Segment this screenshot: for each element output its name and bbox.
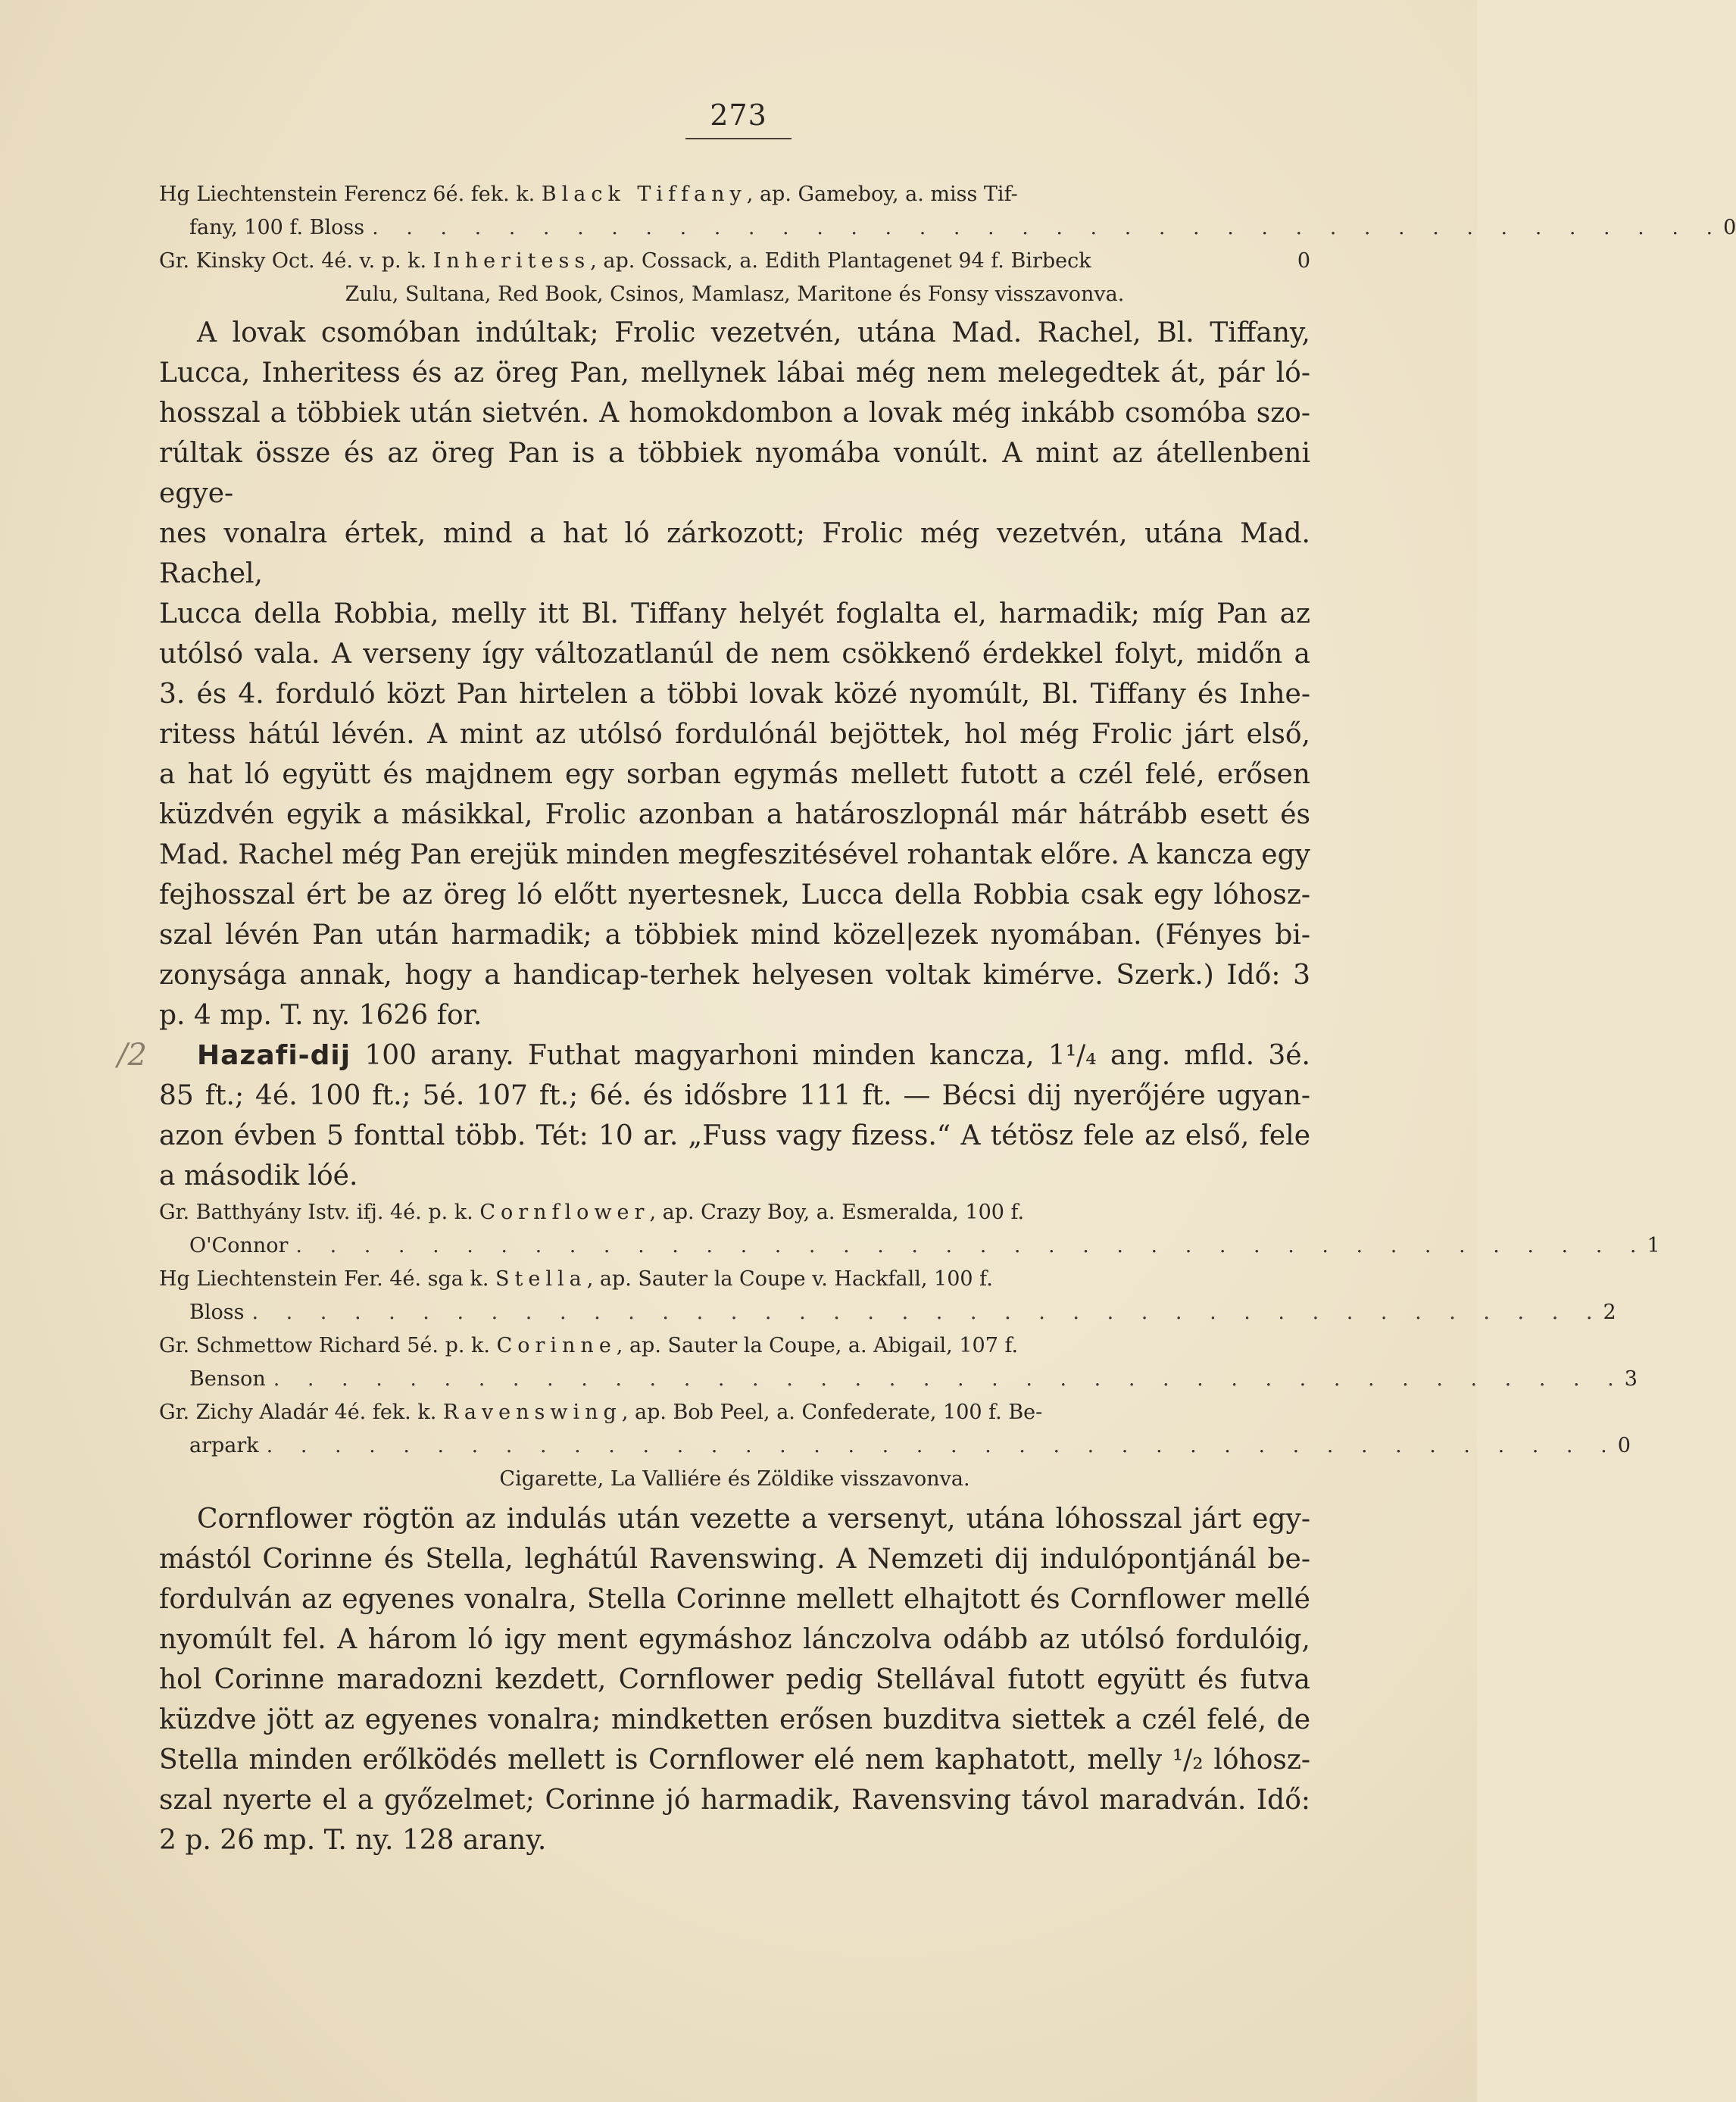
entry-jockey: O'Connor — [189, 1234, 289, 1257]
report-line: küzdvén egyik a másikkal, Frolic azonban a határoszlopnál már hátrább esett és — [159, 799, 1310, 830]
report-line: Lucca della Robbia, melly itt Bl. Tiffany helyét foglalta el, harmadik; míg Pan az — [159, 598, 1310, 629]
entry-horse: Inheritess — [432, 249, 591, 273]
report-line: p. 4 mp. T. ny. 1626 for. — [159, 1000, 482, 1031]
entry-jockey: Bloss — [189, 1301, 245, 1324]
entry-details: , ap. Sauter la Coupe v. Hackfall, 100 f. — [586, 1267, 993, 1291]
report-line: Mad. Rachel még Pan erejük minden megfeszitésével rohantak előre. A kancza egy — [159, 839, 1310, 870]
report-line: zonysága annak, hogy a handicap-terhek helyesen voltak kimérve. Szerk.) Idő: 3 — [159, 960, 1310, 991]
report-line: nes vonalra értek, mind a hat ló zárkozott; Frolic még vezetvén, utána Mad. Rachel, — [159, 518, 1310, 589]
intro-line — [159, 1035, 1310, 1076]
entry-owner: Gr. Schmettow Richard 5é. p. k. — [159, 1334, 490, 1357]
report-line: Lucca, Inheritess és az öreg Pan, mellynek lábai még nem melegedtek át, pár ló- — [159, 358, 1310, 389]
report-line: szal nyerte el a győzelmet; Corinne jó harmadik, Ravensving távol maradván. Idő: — [159, 1785, 1310, 1816]
entry-result: 0 — [1723, 216, 1736, 239]
intro-line: a második lóé. — [159, 1160, 358, 1192]
report-line: a hat ló együtt és majdnem egy sorban egymás mellett futott a czél felé, erősen — [159, 759, 1310, 790]
entry-result: 3 — [1624, 1367, 1638, 1391]
report-line: 2 p. 26 mp. T. ny. 128 arany. — [159, 1825, 547, 1856]
entry-owner: Hg Liechtenstein Fer. 4é. sga k. — [159, 1267, 489, 1291]
entry-details: , ap. Crazy Boy, a. Esmeralda, 100 f. — [649, 1201, 1025, 1224]
entry-result: 0 — [1297, 249, 1310, 273]
entry-result: 2 — [1603, 1301, 1616, 1324]
leader-dots: . . . . . . . . . . . . . . . . . . . . . . . . . . . . . . . . . . . . . . . . — [266, 1434, 1618, 1457]
entry-horse: Ravenswing — [442, 1401, 622, 1424]
report-line: Cornflower rögtön az indulás után vezette a versenyt, utána lóhosszal járt egy- — [197, 1504, 1310, 1535]
margin-annotation: /2 — [117, 1038, 147, 1073]
report-line: küzdve jött az egyenes vonalra; mindketten erősen buzditva siettek a czél felé, de — [159, 1704, 1310, 1735]
entry-details: , ap. Cossack, a. Edith Plantagenet 94 f. Birbeck — [590, 249, 1091, 273]
report-line: fejhosszal ért be az öreg ló előtt nyertesnek, Lucca della Robbia csak egy lóhosz- — [159, 879, 1310, 910]
entry-jockey: fany, 100 f. Bloss — [189, 216, 365, 239]
leader-dots: . . . . . . . . . . . . . . . . . . . . . . . . . . . . . . . . . . . . . . . . — [251, 1301, 1603, 1324]
race2-report — [159, 1499, 1310, 1860]
entry-horse: Stella — [495, 1267, 587, 1291]
report-line: A lovak csomóban indúltak; Frolic vezetvén, utána Mad. Rachel, Bl. Tiffany, — [197, 317, 1310, 348]
entry-owner: Gr. Batthyány Istv. ifj. 4é. p. k. — [159, 1201, 473, 1224]
page-header — [0, 98, 1477, 139]
page-content — [117, 178, 1736, 1860]
entry-details: , ap. Bob Peel, a. Confederate, 100 f. Be- — [621, 1401, 1043, 1424]
intro-line: 85 ft.; 4é. 100 ft.; 5é. 107 ft.; 6é. és idősbre 111 ft. — Bécsi dij nyerőjére ugyan- — [159, 1080, 1310, 1111]
leader-dots: . . . . . . . . . . . . . . . . . . . . . . . . . . . . . . . . . . . . . . . . — [372, 216, 1724, 239]
report-line: hosszal a többiek után sietvén. A homokdombon a lovak még inkább csomóba szo- — [159, 398, 1310, 429]
leader-dots: . . . . . . . . . . . . . . . . . . . . . . . . . . . . . . . . . . . . . . . . — [273, 1367, 1625, 1391]
entry-details: , ap. Sauter la Coupe, a. Abigail, 107 f. — [616, 1334, 1019, 1357]
race1-entry-1 — [159, 178, 1736, 245]
race2-entry-1 — [159, 1196, 1660, 1263]
leader-dots: . . . . . . . . . . . . . . . . . . . . . . . . . . . . . . . . . . . . . . . . — [295, 1234, 1647, 1257]
entry-owner: Gr. Zichy Aladár 4é. fek. k. — [159, 1401, 437, 1424]
entry-owner: Hg Liechtenstein Ferencz 6é. fek. k. — [159, 183, 535, 206]
entry-jockey: arpark — [189, 1434, 259, 1457]
race2-entry-2 — [159, 1263, 1616, 1329]
race2-scratched: Cigarette, La Valliére és Zöldike visszavonva. — [499, 1467, 970, 1491]
report-line: mástól Corinne és Stella, leghátúl Ravenswing. A Nemzeti dij indulópontjánál be- — [159, 1544, 1310, 1575]
page-number: 273 — [710, 98, 767, 132]
report-line: fordulván az egyenes vonalra, Stella Corinne mellett elhajtott és Cornflower mellé — [159, 1584, 1310, 1615]
entry-horse: Black Tiffany — [541, 183, 747, 206]
entry-owner: Gr. Kinsky Oct. 4é. v. p. k. — [159, 249, 427, 273]
race-title: Hazafi-dij — [197, 1040, 351, 1071]
race1-report — [159, 313, 1310, 1035]
report-line: ritess hátúl lévén. A mint az utólsó fordulónál bejöttek, hol még Frolic járt első, — [159, 719, 1310, 750]
entry-result: 0 — [1617, 1434, 1631, 1457]
entry-details: , ap. Gameboy, a. miss Tif- — [746, 183, 1018, 206]
report-line: szal lévén Pan után harmadik; a többiek mind közel|ezek nyomában. (Fényes bi- — [159, 920, 1310, 951]
entry-jockey: Benson — [189, 1367, 266, 1391]
intro-text: 100 arany. Futhat magyarhoni minden kancza, 1¹/₄ ang. mfld. 3é. — [351, 1040, 1310, 1071]
entry-horse: Cornflower — [479, 1201, 650, 1224]
intro-line: azon évben 5 fonttal több. Tét: 10 ar. „Fuss vagy fizess.“ A tétösz fele az első, fele — [159, 1120, 1310, 1151]
report-line: rúltak össze és az öreg Pan is a többiek nyomába vonúlt. A mint az átellenbeni egye- — [159, 438, 1310, 509]
report-line: nyomúlt fel. A három ló igy ment egymáshoz lánczolva odább az utólsó fordulóig, — [159, 1624, 1310, 1655]
entry-result: 1 — [1647, 1234, 1660, 1257]
entry-horse: Corinne — [496, 1334, 617, 1357]
report-line: Stella minden erőlködés mellett is Cornflower elé nem kaphatott, melly ¹/₂ lóhosz- — [159, 1744, 1310, 1776]
report-line: utólsó vala. A verseny így változatlanúl de nem csökkenő érdekkel folyt, midőn a — [159, 639, 1310, 670]
report-line: 3. és 4. forduló közt Pan hirtelen a többi lovak közé nyomúlt, Bl. Tiffany és Inhe- — [159, 679, 1310, 710]
header-rule — [685, 138, 792, 139]
race1-entry-2 — [159, 245, 1310, 278]
race2-intro — [117, 1035, 1310, 1196]
race2-entry-3 — [159, 1329, 1638, 1396]
race1-scratched: Zulu, Sultana, Red Book, Csinos, Mamlasz, Maritone és Fonsy visszavonva. — [345, 283, 1125, 306]
race2-entry-4 — [159, 1396, 1631, 1463]
report-line: hol Corinne maradozni kezdett, Cornflower pedig Stellával futott együtt és futva — [159, 1664, 1310, 1695]
